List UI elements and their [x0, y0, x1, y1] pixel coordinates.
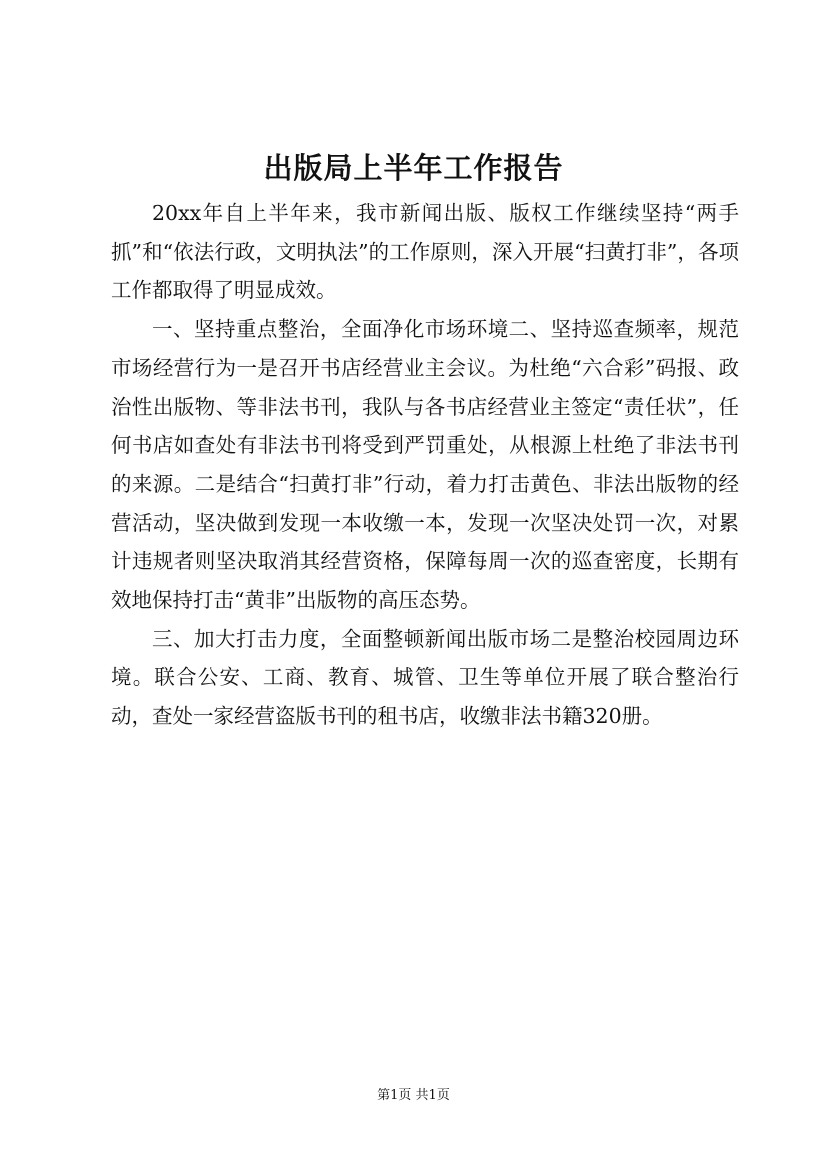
page-title: 出版局上半年工作报告 [263, 151, 564, 185]
paragraph-3: 三、加大打击力度，全面整顿新闻出版市场二是整治校园周边环境。联合公安、工商、教育、城管、卫生等单位开展了联合整治行动，查处一家经营盗版书刊的租书店，收缴非法书籍320册。 [111, 626, 739, 729]
paragraph-2: 一、坚持重点整治，全面净化市场环境二、坚持巡查频率，规范市场经营行为一是召开书店经营业主会议。为杜绝“六合彩”码报、政治性出版物、等非法书刊，我队与各书店经营业主签定“责任状”，任何书店如查处有非法书刊将受到严罚重处，从根源上杜绝了非法书刊的来源。二是结合“扫黄打非”行动，着力打击黄色、非法出版物的经营活动，坚决做到发现一本收缴一本，发现一次坚决处罚一次，对累计违规者则坚决取消其经营资格，保障每周一次的巡查密度，长期有效地保持打击“黄非”出版物的高压态势。 [111, 317, 739, 613]
page-number-footer: 第1页 共1页 [377, 1088, 450, 1103]
paragraph-1: 20xx年自上半年来，我市新闻出版、版权工作继续坚持“两手抓”和“依法行政，文明执法”的工作原则，深入开展“扫黄打非”，各项工作都取得了明显成效。 [111, 201, 739, 303]
document-body [111, 194, 739, 736]
